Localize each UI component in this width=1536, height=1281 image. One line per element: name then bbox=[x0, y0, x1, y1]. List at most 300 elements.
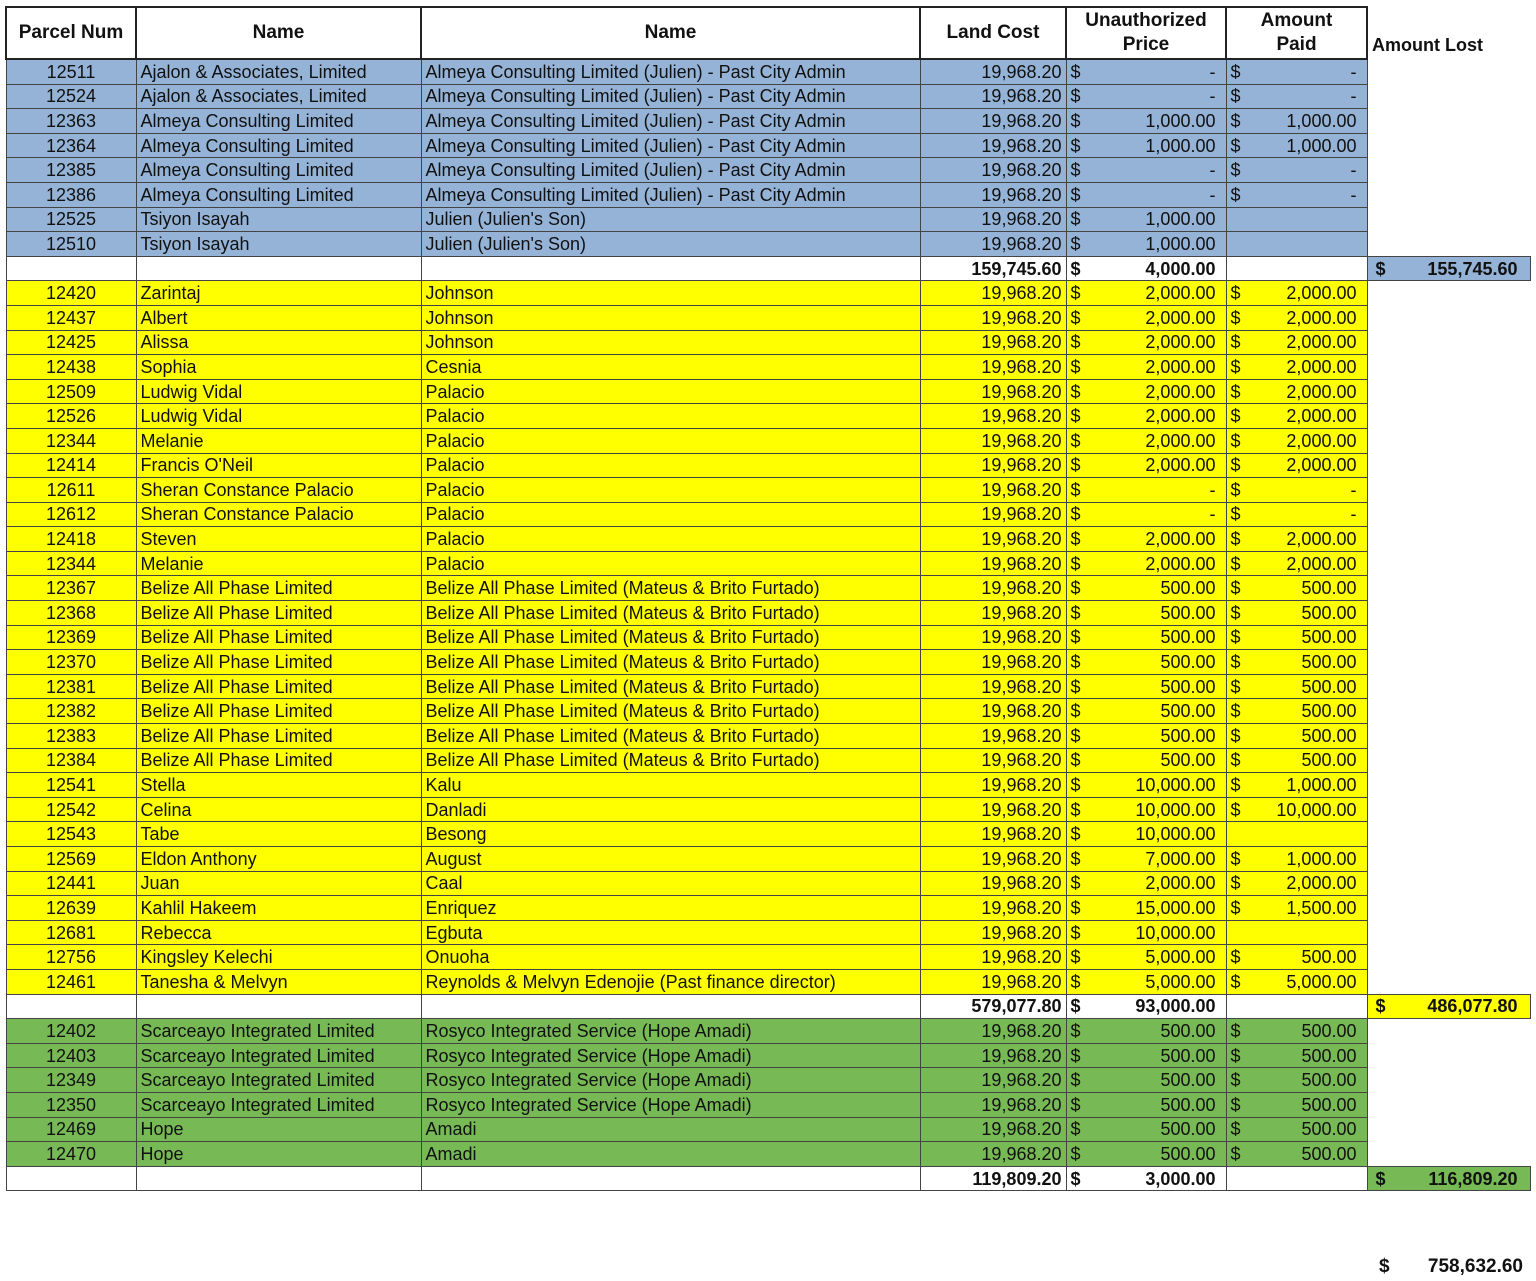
subtotal-amount-lost[interactable] bbox=[1367, 256, 1530, 281]
parcel-num-cell[interactable]: 12349 bbox=[6, 1068, 136, 1093]
land-cost-cell[interactable]: 19,968.20 bbox=[920, 1068, 1066, 1093]
amount-lost-cell[interactable] bbox=[1367, 305, 1530, 330]
land-cost-cell[interactable]: 19,968.20 bbox=[920, 404, 1066, 429]
land-cost-cell[interactable]: 19,968.20 bbox=[920, 182, 1066, 207]
amount-paid-cell[interactable] bbox=[1226, 207, 1367, 232]
name-cell[interactable]: Melanie bbox=[136, 551, 421, 576]
subtotal-amount-lost[interactable] bbox=[1367, 994, 1530, 1019]
land-cost-cell[interactable]: 19,968.20 bbox=[920, 576, 1066, 601]
amount-paid-cell[interactable] bbox=[1226, 1019, 1367, 1044]
name-cell[interactable]: Tsiyon Isayah bbox=[136, 207, 421, 232]
land-cost-cell[interactable]: 19,968.20 bbox=[920, 945, 1066, 970]
amount-paid-cell[interactable] bbox=[1226, 576, 1367, 601]
name-cell[interactable]: Almeya Consulting Limited bbox=[136, 109, 421, 134]
amount-paid-cell[interactable] bbox=[1226, 232, 1367, 257]
land-cost-cell[interactable]: 19,968.20 bbox=[920, 207, 1066, 232]
name-cell[interactable]: Zarintaj bbox=[136, 281, 421, 306]
parcel-num-cell[interactable]: 12756 bbox=[6, 945, 136, 970]
amount-lost-cell[interactable] bbox=[1367, 232, 1530, 257]
name-cell[interactable]: Stella bbox=[136, 773, 421, 798]
amount-lost-cell[interactable] bbox=[1367, 601, 1530, 626]
amount-paid-cell[interactable] bbox=[1226, 724, 1367, 749]
name-cell[interactable]: Eldon Anthony bbox=[136, 847, 421, 872]
amount-paid-cell[interactable] bbox=[1226, 969, 1367, 994]
land-cost-cell[interactable]: 19,968.20 bbox=[920, 551, 1066, 576]
name-cell[interactable]: Scarceayo Integrated Limited bbox=[136, 1043, 421, 1068]
name-detail-cell[interactable]: Johnson bbox=[421, 281, 920, 306]
unauthorized-price-cell[interactable] bbox=[1066, 478, 1226, 503]
unauthorized-price-cell[interactable] bbox=[1066, 428, 1226, 453]
parcel-num-cell[interactable]: 12383 bbox=[6, 724, 136, 749]
name-detail-cell[interactable]: Onuoha bbox=[421, 945, 920, 970]
amount-paid-cell[interactable] bbox=[1226, 625, 1367, 650]
parcel-num-cell[interactable]: 12367 bbox=[6, 576, 136, 601]
name-detail-cell[interactable]: Danladi bbox=[421, 797, 920, 822]
parcel-num-cell[interactable]: 12612 bbox=[6, 502, 136, 527]
name-detail-cell[interactable]: Johnson bbox=[421, 330, 920, 355]
name-cell[interactable]: Tabe bbox=[136, 822, 421, 847]
parcel-num-cell[interactable]: 12611 bbox=[6, 478, 136, 503]
unauthorized-price-cell[interactable] bbox=[1066, 625, 1226, 650]
name-cell[interactable]: Hope bbox=[136, 1142, 421, 1167]
name-cell[interactable]: Almeya Consulting Limited bbox=[136, 182, 421, 207]
amount-lost-cell[interactable] bbox=[1367, 182, 1530, 207]
unauthorized-price-cell[interactable] bbox=[1066, 822, 1226, 847]
subtotal-name-cell[interactable] bbox=[136, 256, 421, 281]
name-cell[interactable]: Ajalon & Associates, Limited bbox=[136, 59, 421, 84]
name-cell[interactable]: Albert bbox=[136, 305, 421, 330]
parcel-num-cell[interactable]: 12441 bbox=[6, 871, 136, 896]
name-detail-cell[interactable]: Palacio bbox=[421, 428, 920, 453]
name-detail-cell[interactable]: Palacio bbox=[421, 502, 920, 527]
amount-paid-cell[interactable] bbox=[1226, 1142, 1367, 1167]
name-cell[interactable]: Kingsley Kelechi bbox=[136, 945, 421, 970]
name-detail-cell[interactable]: Belize All Phase Limited (Mateus & Brito Furtado) bbox=[421, 650, 920, 675]
amount-lost-cell[interactable] bbox=[1367, 748, 1530, 773]
unauthorized-price-cell[interactable] bbox=[1066, 551, 1226, 576]
unauthorized-price-cell[interactable] bbox=[1066, 576, 1226, 601]
name-cell[interactable]: Belize All Phase Limited bbox=[136, 674, 421, 699]
amount-paid-cell[interactable] bbox=[1226, 748, 1367, 773]
name-detail-cell[interactable]: Johnson bbox=[421, 305, 920, 330]
name-detail-cell[interactable]: Cesnia bbox=[421, 355, 920, 380]
amount-lost-cell[interactable] bbox=[1367, 773, 1530, 798]
name-detail-cell[interactable]: Egbuta bbox=[421, 920, 920, 945]
name-cell[interactable]: Almeya Consulting Limited bbox=[136, 133, 421, 158]
amount-paid-cell[interactable] bbox=[1226, 379, 1367, 404]
parcel-num-cell[interactable]: 12420 bbox=[6, 281, 136, 306]
name-cell[interactable]: Almeya Consulting Limited bbox=[136, 158, 421, 183]
unauthorized-price-cell[interactable] bbox=[1066, 650, 1226, 675]
unauthorized-price-cell[interactable] bbox=[1066, 674, 1226, 699]
amount-paid-cell[interactable] bbox=[1226, 871, 1367, 896]
unauthorized-price-cell[interactable] bbox=[1066, 330, 1226, 355]
amount-lost-cell[interactable] bbox=[1367, 625, 1530, 650]
unauthorized-price-cell[interactable] bbox=[1066, 1142, 1226, 1167]
name-cell[interactable]: Belize All Phase Limited bbox=[136, 625, 421, 650]
subtotal-amount-paid-cell[interactable] bbox=[1226, 1166, 1367, 1191]
name-detail-cell[interactable]: Almeya Consulting Limited (Julien) - Past City Admin bbox=[421, 109, 920, 134]
parcel-num-cell[interactable]: 12370 bbox=[6, 650, 136, 675]
name-cell[interactable]: Rebecca bbox=[136, 920, 421, 945]
subtotal-parcel-cell[interactable] bbox=[6, 994, 136, 1019]
name-detail-cell[interactable]: Julien (Julien's Son) bbox=[421, 207, 920, 232]
parcel-num-cell[interactable]: 12569 bbox=[6, 847, 136, 872]
name-cell[interactable]: Alissa bbox=[136, 330, 421, 355]
unauthorized-price-cell[interactable] bbox=[1066, 207, 1226, 232]
amount-paid-cell[interactable] bbox=[1226, 453, 1367, 478]
header-name[interactable]: Name bbox=[136, 7, 421, 59]
amount-lost-cell[interactable] bbox=[1367, 133, 1530, 158]
name-cell[interactable]: Melanie bbox=[136, 428, 421, 453]
name-detail-cell[interactable]: Belize All Phase Limited (Mateus & Brito Furtado) bbox=[421, 724, 920, 749]
header-amount-paid[interactable] bbox=[1226, 7, 1367, 59]
land-cost-cell[interactable]: 19,968.20 bbox=[920, 601, 1066, 626]
land-cost-cell[interactable]: 19,968.20 bbox=[920, 1117, 1066, 1142]
subtotal-amount-paid-cell[interactable] bbox=[1226, 994, 1367, 1019]
parcel-num-cell[interactable]: 12386 bbox=[6, 182, 136, 207]
name-detail-cell[interactable]: Belize All Phase Limited (Mateus & Brito Furtado) bbox=[421, 576, 920, 601]
unauthorized-price-cell[interactable] bbox=[1066, 502, 1226, 527]
name-detail-cell[interactable]: Palacio bbox=[421, 551, 920, 576]
parcel-num-cell[interactable]: 12470 bbox=[6, 1142, 136, 1167]
unauthorized-price-cell[interactable] bbox=[1066, 182, 1226, 207]
land-cost-cell[interactable]: 19,968.20 bbox=[920, 1092, 1066, 1117]
name-cell[interactable]: Tanesha & Melvyn bbox=[136, 969, 421, 994]
subtotal-unauthorized-price[interactable] bbox=[1066, 1166, 1226, 1191]
amount-lost-cell[interactable] bbox=[1367, 1043, 1530, 1068]
parcel-num-cell[interactable]: 12403 bbox=[6, 1043, 136, 1068]
name-detail-cell[interactable]: Reynolds & Melvyn Edenojie (Past finance director) bbox=[421, 969, 920, 994]
amount-paid-cell[interactable] bbox=[1226, 920, 1367, 945]
header-unauthorized-price[interactable] bbox=[1066, 7, 1226, 59]
parcel-num-cell[interactable]: 12543 bbox=[6, 822, 136, 847]
unauthorized-price-cell[interactable] bbox=[1066, 601, 1226, 626]
unauthorized-price-cell[interactable] bbox=[1066, 355, 1226, 380]
subtotal-land-cost[interactable]: 119,809.20 bbox=[920, 1166, 1066, 1191]
amount-lost-cell[interactable] bbox=[1367, 576, 1530, 601]
amount-paid-cell[interactable] bbox=[1226, 404, 1367, 429]
name-cell[interactable]: Belize All Phase Limited bbox=[136, 699, 421, 724]
parcel-num-cell[interactable]: 12510 bbox=[6, 232, 136, 257]
name-cell[interactable]: Ludwig Vidal bbox=[136, 379, 421, 404]
land-cost-cell[interactable]: 19,968.20 bbox=[920, 133, 1066, 158]
name-detail-cell[interactable]: Kalu bbox=[421, 773, 920, 798]
unauthorized-price-cell[interactable] bbox=[1066, 527, 1226, 552]
amount-paid-cell[interactable] bbox=[1226, 847, 1367, 872]
subtotal-amount-paid-cell[interactable] bbox=[1226, 256, 1367, 281]
name-detail-cell[interactable]: Rosyco Integrated Service (Hope Amadi) bbox=[421, 1019, 920, 1044]
unauthorized-price-cell[interactable] bbox=[1066, 158, 1226, 183]
amount-paid-cell[interactable] bbox=[1226, 158, 1367, 183]
subtotal-name-detail-cell[interactable] bbox=[421, 994, 920, 1019]
amount-paid-cell[interactable] bbox=[1226, 1043, 1367, 1068]
parcel-num-cell[interactable]: 12368 bbox=[6, 601, 136, 626]
amount-lost-cell[interactable] bbox=[1367, 527, 1530, 552]
unauthorized-price-cell[interactable] bbox=[1066, 871, 1226, 896]
parcel-num-cell[interactable]: 12526 bbox=[6, 404, 136, 429]
land-cost-cell[interactable]: 19,968.20 bbox=[920, 896, 1066, 921]
subtotal-land-cost[interactable]: 159,745.60 bbox=[920, 256, 1066, 281]
name-cell[interactable]: Ludwig Vidal bbox=[136, 404, 421, 429]
unauthorized-price-cell[interactable] bbox=[1066, 1117, 1226, 1142]
name-cell[interactable]: Belize All Phase Limited bbox=[136, 724, 421, 749]
name-detail-cell[interactable]: Belize All Phase Limited (Mateus & Brito Furtado) bbox=[421, 748, 920, 773]
unauthorized-price-cell[interactable] bbox=[1066, 773, 1226, 798]
land-cost-cell[interactable]: 19,968.20 bbox=[920, 158, 1066, 183]
header-land-cost[interactable]: Land Cost bbox=[920, 7, 1066, 59]
amount-lost-cell[interactable] bbox=[1367, 109, 1530, 134]
parcel-num-cell[interactable]: 12363 bbox=[6, 109, 136, 134]
land-cost-cell[interactable]: 19,968.20 bbox=[920, 699, 1066, 724]
land-cost-cell[interactable]: 19,968.20 bbox=[920, 428, 1066, 453]
parcel-num-cell[interactable]: 12438 bbox=[6, 355, 136, 380]
land-cost-cell[interactable]: 19,968.20 bbox=[920, 379, 1066, 404]
amount-paid-cell[interactable] bbox=[1226, 281, 1367, 306]
amount-lost-cell[interactable] bbox=[1367, 551, 1530, 576]
amount-lost-cell[interactable] bbox=[1367, 158, 1530, 183]
amount-lost-cell[interactable] bbox=[1367, 379, 1530, 404]
name-cell[interactable]: Scarceayo Integrated Limited bbox=[136, 1068, 421, 1093]
unauthorized-price-cell[interactable] bbox=[1066, 797, 1226, 822]
amount-lost-cell[interactable] bbox=[1367, 822, 1530, 847]
amount-lost-cell[interactable] bbox=[1367, 699, 1530, 724]
name-detail-cell[interactable]: Belize All Phase Limited (Mateus & Brito Furtado) bbox=[421, 601, 920, 626]
name-cell[interactable]: Tsiyon Isayah bbox=[136, 232, 421, 257]
name-detail-cell[interactable]: August bbox=[421, 847, 920, 872]
amount-paid-cell[interactable] bbox=[1226, 1068, 1367, 1093]
subtotal-unauthorized-price[interactable] bbox=[1066, 994, 1226, 1019]
land-cost-cell[interactable]: 19,968.20 bbox=[920, 355, 1066, 380]
name-cell[interactable]: Belize All Phase Limited bbox=[136, 576, 421, 601]
unauthorized-price-cell[interactable] bbox=[1066, 969, 1226, 994]
unauthorized-price-cell[interactable] bbox=[1066, 84, 1226, 109]
parcel-num-cell[interactable]: 12350 bbox=[6, 1092, 136, 1117]
amount-paid-cell[interactable] bbox=[1226, 1117, 1367, 1142]
land-cost-cell[interactable]: 19,968.20 bbox=[920, 773, 1066, 798]
amount-lost-cell[interactable] bbox=[1367, 1117, 1530, 1142]
amount-lost-cell[interactable] bbox=[1367, 478, 1530, 503]
name-detail-cell[interactable]: Belize All Phase Limited (Mateus & Brito Furtado) bbox=[421, 625, 920, 650]
parcel-num-cell[interactable]: 12385 bbox=[6, 158, 136, 183]
parcel-num-cell[interactable]: 12344 bbox=[6, 551, 136, 576]
name-cell[interactable]: Francis O'Neil bbox=[136, 453, 421, 478]
amount-lost-cell[interactable] bbox=[1367, 453, 1530, 478]
unauthorized-price-cell[interactable] bbox=[1066, 379, 1226, 404]
parcel-num-cell[interactable]: 12402 bbox=[6, 1019, 136, 1044]
unauthorized-price-cell[interactable] bbox=[1066, 1043, 1226, 1068]
amount-paid-cell[interactable] bbox=[1226, 59, 1367, 84]
amount-paid-cell[interactable] bbox=[1226, 601, 1367, 626]
amount-paid-cell[interactable] bbox=[1226, 182, 1367, 207]
header-amount-lost[interactable]: Amount Lost bbox=[1367, 7, 1530, 59]
subtotal-name-detail-cell[interactable] bbox=[421, 1166, 920, 1191]
amount-lost-cell[interactable] bbox=[1367, 502, 1530, 527]
amount-lost-cell[interactable] bbox=[1367, 920, 1530, 945]
name-detail-cell[interactable]: Almeya Consulting Limited (Julien) - Past City Admin bbox=[421, 59, 920, 84]
subtotal-amount-lost[interactable] bbox=[1367, 1166, 1530, 1191]
amount-lost-cell[interactable] bbox=[1367, 896, 1530, 921]
unauthorized-price-cell[interactable] bbox=[1066, 109, 1226, 134]
parcel-num-cell[interactable]: 12364 bbox=[6, 133, 136, 158]
amount-paid-cell[interactable] bbox=[1226, 896, 1367, 921]
land-cost-cell[interactable]: 19,968.20 bbox=[920, 969, 1066, 994]
unauthorized-price-cell[interactable] bbox=[1066, 281, 1226, 306]
land-cost-cell[interactable]: 19,968.20 bbox=[920, 822, 1066, 847]
name-detail-cell[interactable]: Almeya Consulting Limited (Julien) - Past City Admin bbox=[421, 182, 920, 207]
land-cost-cell[interactable]: 19,968.20 bbox=[920, 797, 1066, 822]
land-cost-cell[interactable]: 19,968.20 bbox=[920, 527, 1066, 552]
subtotal-parcel-cell[interactable] bbox=[6, 1166, 136, 1191]
amount-lost-cell[interactable] bbox=[1367, 847, 1530, 872]
amount-paid-cell[interactable] bbox=[1226, 797, 1367, 822]
name-cell[interactable]: Belize All Phase Limited bbox=[136, 748, 421, 773]
amount-paid-cell[interactable] bbox=[1226, 84, 1367, 109]
amount-paid-cell[interactable] bbox=[1226, 674, 1367, 699]
land-cost-cell[interactable]: 19,968.20 bbox=[920, 1019, 1066, 1044]
name-cell[interactable]: Sophia bbox=[136, 355, 421, 380]
amount-lost-cell[interactable] bbox=[1367, 945, 1530, 970]
amount-lost-cell[interactable] bbox=[1367, 84, 1530, 109]
land-cost-cell[interactable]: 19,968.20 bbox=[920, 281, 1066, 306]
name-detail-cell[interactable]: Rosyco Integrated Service (Hope Amadi) bbox=[421, 1092, 920, 1117]
name-detail-cell[interactable]: Almeya Consulting Limited (Julien) - Past City Admin bbox=[421, 133, 920, 158]
name-detail-cell[interactable]: Amadi bbox=[421, 1142, 920, 1167]
amount-paid-cell[interactable] bbox=[1226, 699, 1367, 724]
land-cost-cell[interactable]: 19,968.20 bbox=[920, 748, 1066, 773]
name-cell[interactable]: Sheran Constance Palacio bbox=[136, 502, 421, 527]
amount-lost-cell[interactable] bbox=[1367, 207, 1530, 232]
name-cell[interactable]: Belize All Phase Limited bbox=[136, 601, 421, 626]
name-detail-cell[interactable]: Enriquez bbox=[421, 896, 920, 921]
name-detail-cell[interactable]: Julien (Julien's Son) bbox=[421, 232, 920, 257]
amount-lost-cell[interactable] bbox=[1367, 674, 1530, 699]
name-detail-cell[interactable]: Palacio bbox=[421, 478, 920, 503]
name-detail-cell[interactable]: Belize All Phase Limited (Mateus & Brito Furtado) bbox=[421, 674, 920, 699]
unauthorized-price-cell[interactable] bbox=[1066, 133, 1226, 158]
amount-paid-cell[interactable] bbox=[1226, 109, 1367, 134]
unauthorized-price-cell[interactable] bbox=[1066, 453, 1226, 478]
unauthorized-price-cell[interactable] bbox=[1066, 1019, 1226, 1044]
header-parcel-num[interactable]: Parcel Num bbox=[6, 7, 136, 59]
parcel-num-cell[interactable]: 12384 bbox=[6, 748, 136, 773]
unauthorized-price-cell[interactable] bbox=[1066, 724, 1226, 749]
name-detail-cell[interactable]: Amadi bbox=[421, 1117, 920, 1142]
amount-lost-cell[interactable] bbox=[1367, 281, 1530, 306]
amount-lost-cell[interactable] bbox=[1367, 1019, 1530, 1044]
land-cost-cell[interactable]: 19,968.20 bbox=[920, 847, 1066, 872]
parcel-num-cell[interactable]: 12381 bbox=[6, 674, 136, 699]
subtotal-unauthorized-price[interactable] bbox=[1066, 256, 1226, 281]
amount-paid-cell[interactable] bbox=[1226, 502, 1367, 527]
parcel-num-cell[interactable]: 12541 bbox=[6, 773, 136, 798]
unauthorized-price-cell[interactable] bbox=[1066, 232, 1226, 257]
name-detail-cell[interactable]: Palacio bbox=[421, 404, 920, 429]
amount-paid-cell[interactable] bbox=[1226, 527, 1367, 552]
parcel-num-cell[interactable]: 12425 bbox=[6, 330, 136, 355]
subtotal-parcel-cell[interactable] bbox=[6, 256, 136, 281]
amount-paid-cell[interactable] bbox=[1226, 478, 1367, 503]
name-cell[interactable]: Kahlil Hakeem bbox=[136, 896, 421, 921]
amount-paid-cell[interactable] bbox=[1226, 773, 1367, 798]
parcel-num-cell[interactable]: 12509 bbox=[6, 379, 136, 404]
name-detail-cell[interactable]: Rosyco Integrated Service (Hope Amadi) bbox=[421, 1068, 920, 1093]
amount-paid-cell[interactable] bbox=[1226, 551, 1367, 576]
unauthorized-price-cell[interactable] bbox=[1066, 699, 1226, 724]
parcel-num-cell[interactable]: 12525 bbox=[6, 207, 136, 232]
name-cell[interactable]: Celina bbox=[136, 797, 421, 822]
parcel-num-cell[interactable]: 12382 bbox=[6, 699, 136, 724]
amount-paid-cell[interactable] bbox=[1226, 133, 1367, 158]
land-cost-cell[interactable]: 19,968.20 bbox=[920, 109, 1066, 134]
name-cell[interactable]: Scarceayo Integrated Limited bbox=[136, 1019, 421, 1044]
unauthorized-price-cell[interactable] bbox=[1066, 847, 1226, 872]
amount-lost-cell[interactable] bbox=[1367, 1092, 1530, 1117]
land-cost-cell[interactable]: 19,968.20 bbox=[920, 478, 1066, 503]
land-cost-cell[interactable]: 19,968.20 bbox=[920, 232, 1066, 257]
amount-paid-cell[interactable] bbox=[1226, 822, 1367, 847]
land-cost-cell[interactable]: 19,968.20 bbox=[920, 1142, 1066, 1167]
amount-lost-cell[interactable] bbox=[1367, 59, 1530, 84]
subtotal-name-cell[interactable] bbox=[136, 994, 421, 1019]
land-cost-cell[interactable]: 19,968.20 bbox=[920, 724, 1066, 749]
parcel-num-cell[interactable]: 12524 bbox=[6, 84, 136, 109]
amount-paid-cell[interactable] bbox=[1226, 650, 1367, 675]
land-cost-cell[interactable]: 19,968.20 bbox=[920, 502, 1066, 527]
amount-lost-cell[interactable] bbox=[1367, 1142, 1530, 1167]
parcel-num-cell[interactable]: 12369 bbox=[6, 625, 136, 650]
land-cost-cell[interactable]: 19,968.20 bbox=[920, 84, 1066, 109]
unauthorized-price-cell[interactable] bbox=[1066, 59, 1226, 84]
amount-lost-cell[interactable] bbox=[1367, 1068, 1530, 1093]
name-cell[interactable]: Juan bbox=[136, 871, 421, 896]
parcel-num-cell[interactable]: 12461 bbox=[6, 969, 136, 994]
subtotal-name-cell[interactable] bbox=[136, 1166, 421, 1191]
parcel-num-cell[interactable]: 12414 bbox=[6, 453, 136, 478]
unauthorized-price-cell[interactable] bbox=[1066, 404, 1226, 429]
amount-lost-cell[interactable] bbox=[1367, 797, 1530, 822]
land-cost-cell[interactable]: 19,968.20 bbox=[920, 674, 1066, 699]
amount-paid-cell[interactable] bbox=[1226, 1092, 1367, 1117]
land-cost-cell[interactable]: 19,968.20 bbox=[920, 59, 1066, 84]
amount-paid-cell[interactable] bbox=[1226, 355, 1367, 380]
name-cell[interactable]: Sheran Constance Palacio bbox=[136, 478, 421, 503]
name-detail-cell[interactable]: Palacio bbox=[421, 379, 920, 404]
amount-lost-cell[interactable] bbox=[1367, 724, 1530, 749]
amount-paid-cell[interactable] bbox=[1226, 945, 1367, 970]
amount-paid-cell[interactable] bbox=[1226, 428, 1367, 453]
amount-lost-cell[interactable] bbox=[1367, 650, 1530, 675]
land-cost-cell[interactable]: 19,968.20 bbox=[920, 1043, 1066, 1068]
parcel-num-cell[interactable]: 12418 bbox=[6, 527, 136, 552]
unauthorized-price-cell[interactable] bbox=[1066, 945, 1226, 970]
unauthorized-price-cell[interactable] bbox=[1066, 748, 1226, 773]
land-cost-cell[interactable]: 19,968.20 bbox=[920, 920, 1066, 945]
land-cost-cell[interactable]: 19,968.20 bbox=[920, 330, 1066, 355]
name-detail-cell[interactable]: Besong bbox=[421, 822, 920, 847]
parcel-num-cell[interactable]: 12681 bbox=[6, 920, 136, 945]
unauthorized-price-cell[interactable] bbox=[1066, 920, 1226, 945]
land-cost-cell[interactable]: 19,968.20 bbox=[920, 453, 1066, 478]
parcel-num-cell[interactable]: 12542 bbox=[6, 797, 136, 822]
subtotal-land-cost[interactable]: 579,077.80 bbox=[920, 994, 1066, 1019]
name-detail-cell[interactable]: Belize All Phase Limited (Mateus & Brito Furtado) bbox=[421, 699, 920, 724]
parcel-num-cell[interactable]: 12344 bbox=[6, 428, 136, 453]
name-cell[interactable]: Ajalon & Associates, Limited bbox=[136, 84, 421, 109]
name-detail-cell[interactable]: Palacio bbox=[421, 453, 920, 478]
unauthorized-price-cell[interactable] bbox=[1066, 1068, 1226, 1093]
amount-lost-cell[interactable] bbox=[1367, 355, 1530, 380]
